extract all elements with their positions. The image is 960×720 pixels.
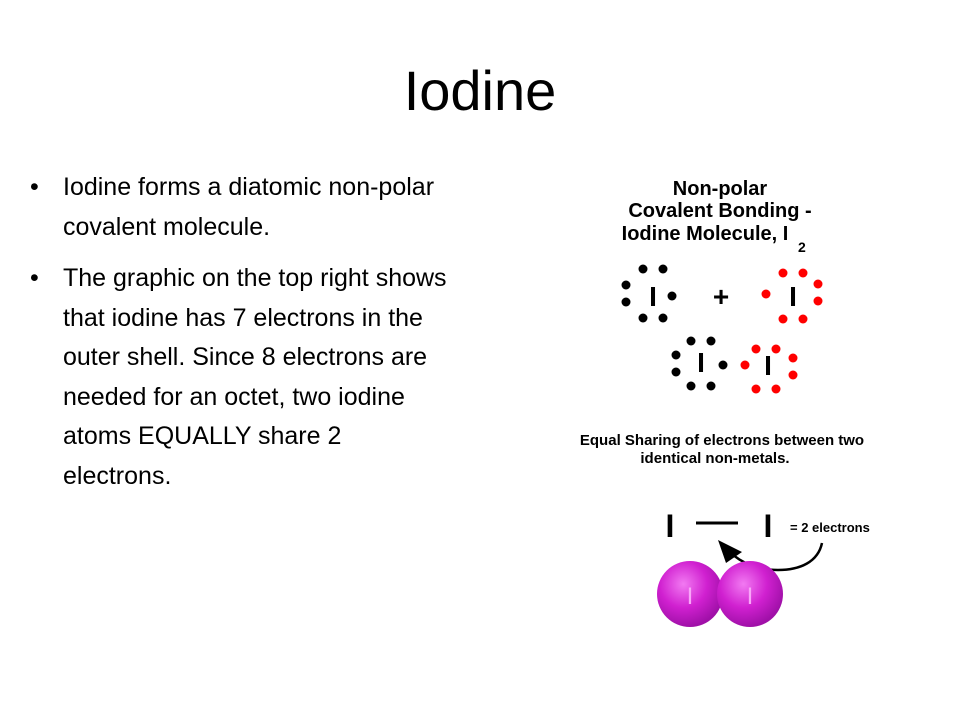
bullet-text: Iodine forms a diatomic non-polar covalent molecule. — [63, 173, 435, 241]
electron-dot — [779, 315, 788, 324]
structural-formula — [666, 508, 870, 570]
electron-dot — [762, 290, 771, 299]
electron-dot — [814, 297, 823, 306]
bullet-item — [30, 168, 450, 247]
diagram-heading-line3: Iodine Molecule, I — [621, 223, 789, 245]
electron-dot — [687, 337, 696, 346]
electron-dot — [659, 314, 668, 323]
diagram-heading-line1: Non-polar — [672, 178, 768, 200]
electron-dot — [772, 385, 781, 394]
electron-dot — [741, 361, 750, 370]
electron-dot — [622, 281, 631, 290]
sphere-label: I — [686, 583, 694, 610]
electron-dot — [672, 368, 681, 377]
bullet-item — [30, 259, 450, 496]
iodine-atom-black — [622, 265, 677, 323]
electron-dot — [707, 337, 716, 346]
electron-dot — [672, 351, 681, 360]
plus-sign: + — [712, 281, 730, 312]
bullet-marker: • — [30, 173, 39, 201]
electron-dot — [799, 269, 808, 278]
diagram-caption-line1: Equal Sharing of electrons between two — [579, 432, 865, 449]
electron-dot — [789, 371, 798, 380]
atom-symbol: I — [665, 508, 675, 544]
atom-symbol: I — [764, 350, 772, 381]
atom-symbol: I — [789, 281, 797, 312]
electron-dot — [707, 382, 716, 391]
electron-dot — [687, 382, 696, 391]
atom-symbol: I — [697, 347, 705, 378]
bonded-iodine-pair — [672, 337, 798, 394]
bullet-list — [30, 168, 450, 508]
iodine-atom-red — [762, 269, 823, 324]
electron-dot — [639, 265, 648, 274]
electron-dot — [799, 315, 808, 324]
diagram-heading-line2: Covalent Bonding - — [628, 200, 812, 222]
bond-electron-label: = 2 electrons — [790, 520, 870, 535]
electron-dot — [668, 292, 677, 301]
electron-dot — [622, 298, 631, 307]
electron-dot — [772, 345, 781, 354]
electron-dot — [719, 361, 728, 370]
slide-title: Iodine — [403, 59, 557, 122]
electron-dot — [752, 385, 761, 394]
electron-dot — [814, 280, 823, 289]
bullet-text: The graphic on the top right shows that iodine has 7 electrons in the outer shell. Since 8 electrons are needed for an octet, two iodine atoms EQUALLY share 2 electrons. — [63, 264, 447, 490]
bullet-marker: • — [30, 264, 39, 292]
atom-symbol: I — [649, 281, 657, 312]
diagram-heading-subscript: 2 — [798, 239, 806, 255]
atom-symbol: I — [763, 508, 773, 544]
iodine-bonding-diagram — [500, 160, 940, 640]
diagram-caption-line2: identical non-metals. — [640, 450, 790, 467]
electron-dot — [752, 345, 761, 354]
electron-dot — [659, 265, 668, 274]
space-filling-model — [657, 561, 783, 627]
sphere-label: I — [746, 583, 754, 610]
electron-dot — [789, 354, 798, 363]
electron-dot — [639, 314, 648, 323]
electron-dot — [779, 269, 788, 278]
